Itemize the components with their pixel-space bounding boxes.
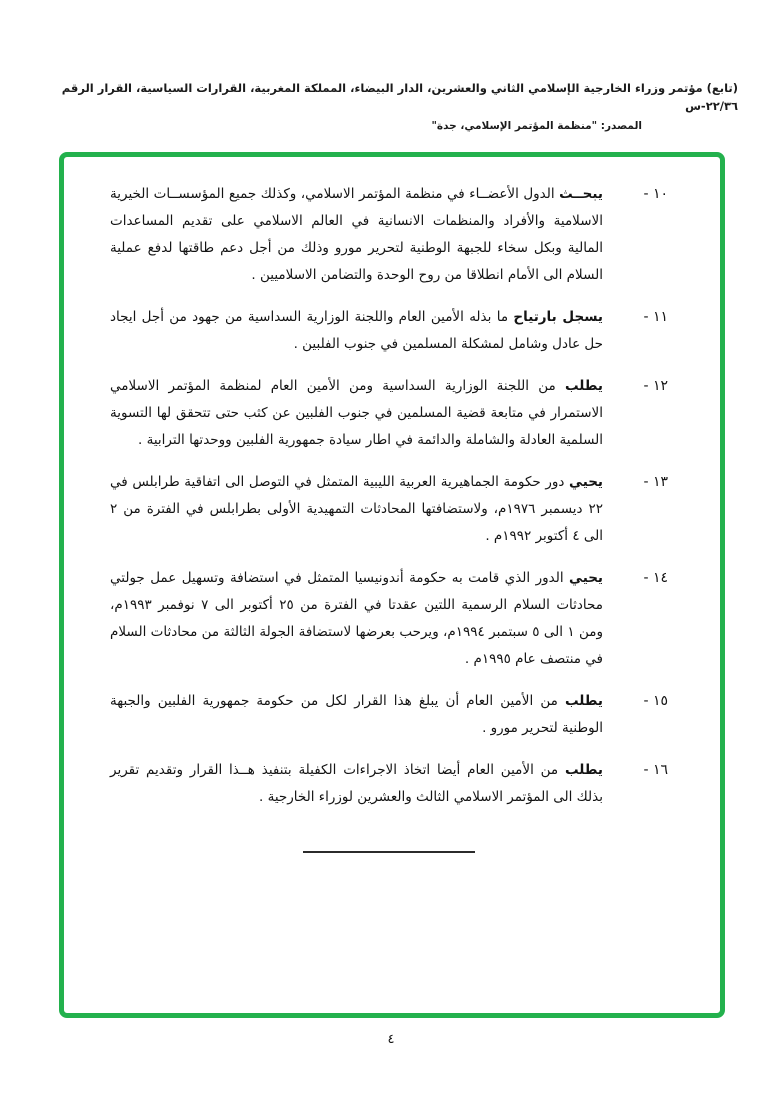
item-number: ١٣ - [643,474,668,490]
item-body-text: من الأمين العام أن يبلغ هذا القرار لكل من حكومة جمهورية الفلبين والجبهة الوطنية لتحرير مورو . [110,693,603,736]
item-number: ١٤ - [643,570,668,586]
header-source: المصدر: "منظمة المؤتمر الإسلامي، جدة" [431,119,642,132]
item-text [110,565,603,673]
item-body-text: من اللجنة الوزارية السداسية ومن الأمين العام لمنظمة المؤتمر الاسلامي الاستمرار في متابعة قضية المسلمين في جنوب الفلبين عن كثب حتى تتحقق لها التسوية السلمية العادلة والشاملة والدائمة في اطار سيادة جمهورية الفلبين ووحدتها الترابية . [110,378,603,448]
item-number: ١٥ - [643,693,668,709]
item-text [110,757,603,811]
content-frame [59,152,725,1018]
item-lead: يطلب [564,762,603,778]
item-lead: يطلب [564,693,603,709]
item-number: ١١ - [643,309,668,325]
item-number: ١٠ - [643,186,668,202]
resolution-item-15 [110,688,668,742]
resolution-item-13 [110,469,668,550]
item-lead: يحيي [569,474,603,490]
item-body-text: دور حكومة الجماهيرية العربية الليبية المتمثل في التوصل الى اتفاقية طرابلس في ٢٢ ديسمبر ١٩٧٦م، ولاستضافتها المحادثات التمهيدية الأولى بطرابلس في الفترة من ٢ الى ٤ أكتوبر ١٩٩٢م . [110,474,603,544]
page-number: ٤ [387,1032,395,1047]
section-divider [303,851,475,853]
resolution-item-11 [110,304,668,358]
item-text [110,688,603,742]
item-text [110,373,603,454]
item-lead: يحيي [569,570,603,586]
item-body-text: من الأمين العام أيضا اتخاذ الاجراءات الكفيلة بتنفيذ هــذا القرار وتقديم تقرير بذلك الى المؤتمر الاسلامي الثالث والعشرين لوزراء الخارجية . [110,762,603,805]
resolution-item-14 [110,565,668,673]
item-lead: يطلب [564,378,603,394]
resolution-item-16 [110,757,668,811]
item-body-text: الدول الأعضــاء في منظمة المؤتمر الاسلامي، وكذلك جميع المؤسســات الخيرية الاسلامية والأفراد والمنظمات الانسانية في العالم الاسلامي على تقديم المساعدات المالية وبكل سخاء للجبهة الوطنية لتحرير مورو وذلك من أجل دعم طاقتها لدفع عملية السلام الى الأمام انطلاقا من روح الوحدة والتضامن الاسلاميين . [110,186,603,283]
resolution-item-12 [110,373,668,454]
item-body-text: ما بذله الأمين العام واللجنة الوزارية السداسية من جهود من أجل ايجاد حل عادل وشامل لمشكلة المسلمين في جنوب الفلبين . [110,309,603,352]
header-title: (تابع) مؤتمر وزراء الخارجية الإسلامي الثاني والعشرين، الدار البيضاء، المملكة المغربية، القرارات السياسية، القرار الرقم ٢٢/٣٦-س [61,81,738,113]
item-number: ١٢ - [643,378,668,394]
resolution-item-10 [110,181,668,289]
item-text [110,469,603,550]
item-lead: يسجل بارتياح [513,309,603,325]
item-text [110,304,603,358]
item-lead: يبحــث [559,186,603,202]
document-header [44,80,738,132]
item-body-text: الدور الذي قامت به حكومة أندونيسيا المتمثل في استضافة وتسهيل عمل جولتي محادثات السلام الرسمية اللتين عقدتا في الفترة من ٢٥ أكتوبر الى ٧ نوفمبر ١٩٩٣م، ومن ١ الى ٥ سبتمبر ١٩٩٤م، ويرحب بعرضها لاستضافة الجولة الثالثة من محادثات السلام في منتصف عام ١٩٩٥م . [110,570,603,667]
item-number: ١٦ - [643,762,668,778]
item-text [110,181,603,289]
